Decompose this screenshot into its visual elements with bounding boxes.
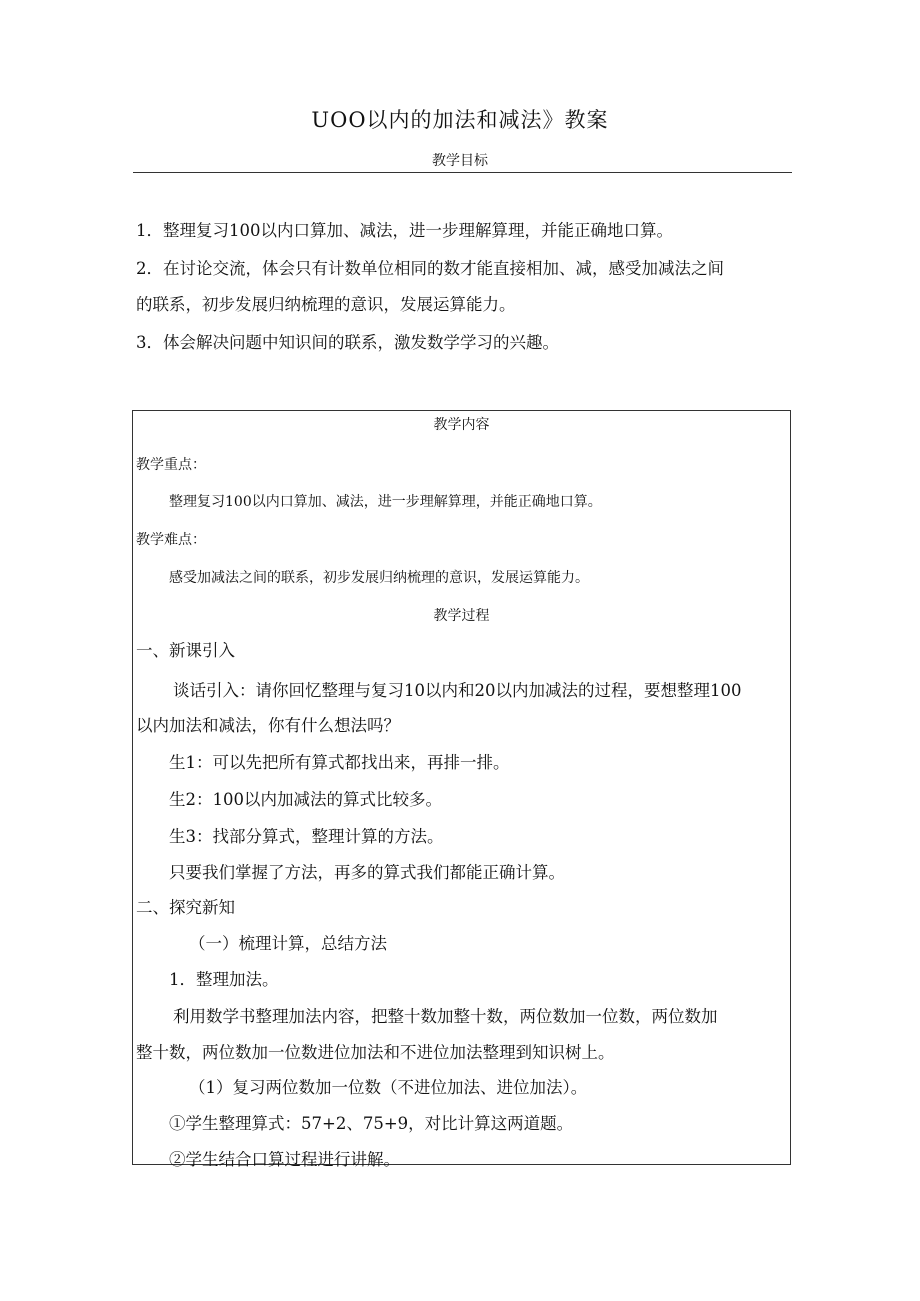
key-point-label: 教学重点： — [136, 457, 206, 473]
content-table — [132, 410, 791, 1169]
step-2: ②学生结合口算过程进行讲解。 — [169, 1150, 400, 1169]
key-point-text: 整理复习100以内口算加、减法，进一步理解算理，并能正确地口算。 — [169, 494, 602, 510]
summary-line: 只要我们掌握了方法，再多的算式我们都能正确计算。 — [169, 863, 565, 882]
section-explore: 二、探究新知 — [136, 898, 235, 917]
process-heading: 教学过程 — [433, 608, 490, 624]
goal-item-2: 2．在讨论交流，体会只有计数单位相同的数才能直接相加、减，感受加减法之间 — [136, 259, 724, 278]
document-title: UOO以内的加法和减法》教案 — [311, 108, 609, 132]
para-line-2: 整十数，两位数加一位数进位加法和不进位加法整理到知识树上。 — [136, 1043, 615, 1062]
goal-item-2-cont: 的联系，初步发展归纳梳理的意识，发展运算能力。 — [136, 295, 516, 314]
goal-item-3: 3．体会解决问题中知识间的联系，激发数学学习的兴趣。 — [136, 333, 559, 352]
section-new-lesson: 一、新课引入 — [136, 641, 235, 660]
difficulty-text: 感受加减法之间的联系，初步发展归纳梳理的意识，发展运算能力。 — [169, 570, 589, 586]
intro-line-2: 以内加法和减法，你有什么想法吗？ — [136, 716, 400, 735]
student-2: 生2：100以内加减法的算式比较多。 — [169, 790, 442, 809]
review-item: （1）复习两位数加一位数（不进位加法、进位加法）。 — [189, 1078, 588, 1097]
student-1: 生1：可以先把所有算式都找出来，再排一排。 — [169, 753, 510, 772]
item-addition: 1．整理加法。 — [169, 970, 279, 989]
header-rule — [133, 172, 792, 173]
sub-heading-1: （一）梳理计算，总结方法 — [189, 934, 387, 953]
difficulty-label: 教学难点： — [136, 532, 206, 548]
goals-heading: 教学目标 — [432, 153, 488, 169]
content-heading: 教学内容 — [433, 417, 490, 433]
para-line-1: 利用数学书整理加法内容，把整十数加整十数，两位数加一位数，两位数加 — [173, 1007, 718, 1026]
student-3: 生3：找部分算式，整理计算的方法。 — [169, 827, 444, 846]
step-1: ①学生整理算式：57+2、75+9，对比计算这两道题。 — [169, 1114, 574, 1133]
goal-item-1: 1．整理复习100以内口算加、减法，进一步理解算理，并能正确地口算。 — [136, 221, 673, 240]
intro-line-1: 谈话引入：请你回忆整理与复习10以内和20以内加减法的过程，要想整理100 — [173, 681, 742, 700]
